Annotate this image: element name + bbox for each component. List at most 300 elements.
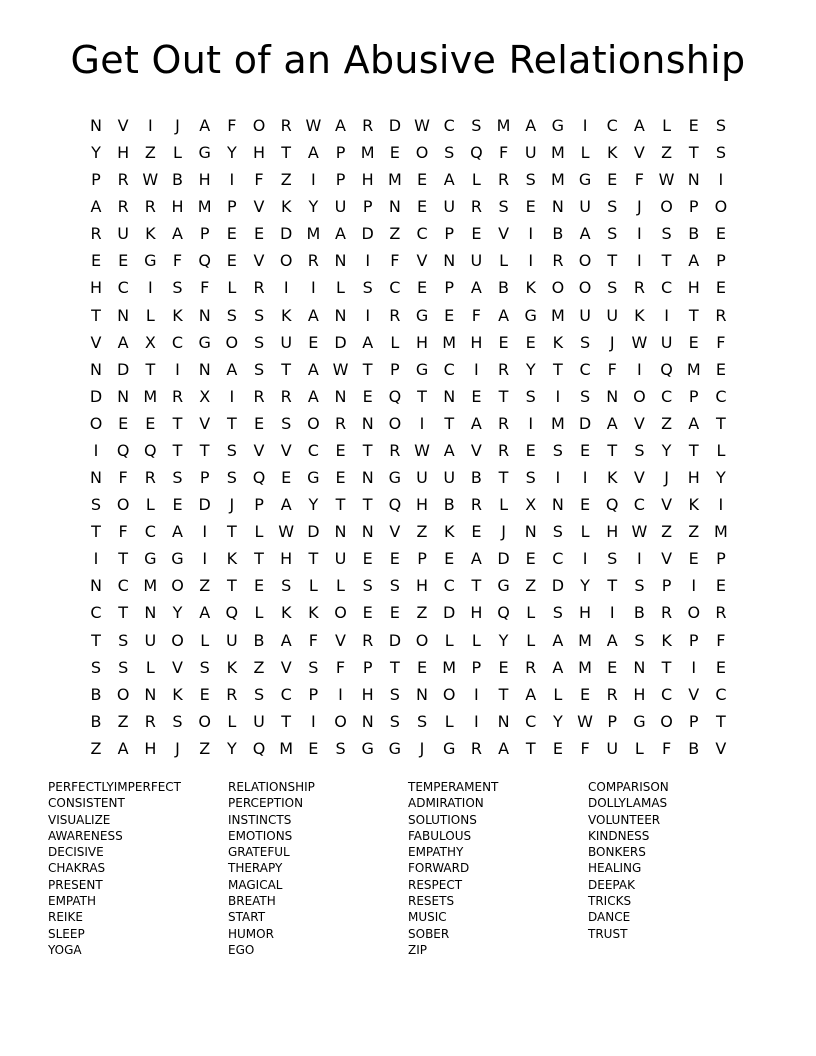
grid-letter: I [175,359,180,379]
grid-letter: L [553,684,563,704]
grid-letter: I [528,251,534,271]
grid-letter: F [172,251,183,271]
word-list-item: EGO [228,942,255,957]
grid-letter: E [118,413,129,433]
grid-letter: E [498,332,509,352]
grid-letter: S [389,576,400,596]
grid-letter: E [552,738,563,758]
grid-letter: F [335,657,346,677]
grid-letter: L [716,440,726,460]
grid-letter: N [198,305,211,325]
grid-letter: V [633,413,645,433]
grid-letter: M [279,738,294,758]
grid-letter: E [471,522,482,542]
grid-letter: Y [91,143,101,163]
grid-letter: T [417,386,427,406]
grid-letter: L [499,495,508,515]
grid-letter: C [389,278,401,298]
grid-letter: Q [252,738,266,758]
grid-letter: E [715,359,726,379]
grid-letter: R [661,603,673,623]
grid-letter: K [145,224,156,244]
grid-letter: M [578,630,592,650]
grid-letter: M [442,657,457,677]
grid-letter: S [308,657,319,677]
grid-letter: C [525,711,537,731]
grid-letter: N [90,116,102,135]
grid-letter: E [362,549,373,569]
grid-letter: R [715,305,727,325]
grid-letter: N [144,684,157,704]
grid-letter: M [714,522,728,542]
grid-letter: Z [661,522,673,542]
grid-letter: I [528,413,534,433]
grid-letter: Z [389,224,401,244]
grid-letter: I [283,278,289,298]
grid-letter: G [198,332,211,352]
grid-letter: E [416,278,428,298]
grid-letter: I [528,224,534,244]
grid-letter: N [551,495,564,515]
grid-letter: C [552,549,564,569]
grid-letter: G [443,738,456,758]
grid-letter: A [307,386,319,406]
grid-letter: Z [117,711,129,731]
grid-letter: E [90,251,102,271]
grid-letter: O [388,413,402,433]
grid-letter: I [637,359,642,379]
grid-letter: S [525,468,536,488]
grid-letter: B [498,278,510,298]
grid-letter: T [716,711,726,731]
grid-letter: E [607,657,618,677]
grid-letter: T [389,657,400,677]
grid-letter: R [389,305,401,325]
grid-letter: Z [280,170,292,190]
grid-letter: L [336,576,345,596]
grid-letter: C [715,684,727,704]
grid-letter: L [227,278,237,298]
word-list-item: COMPARISON [588,780,669,794]
grid-letter: M [550,413,565,433]
word-list-item: ZIP [408,942,427,957]
grid-letter: N [443,251,456,271]
grid-letter: O [551,278,565,298]
grid-letter: S [172,468,183,488]
grid-letter: E [308,332,319,352]
word-list-item: ADMIRATION [408,796,484,811]
grid-letter: P [362,657,373,677]
grid-letter: E [607,170,618,190]
grid-letter: R [117,170,129,190]
grid-letter: N [334,522,347,542]
grid-letter: S [634,440,645,460]
grid-letter: H [416,576,429,596]
grid-letter: R [525,657,537,677]
grid-letter: P [335,143,346,163]
grid-letter: R [497,413,510,433]
grid-letter: A [443,170,455,190]
grid-letter: V [280,657,292,677]
grid-letter: G [361,738,374,758]
grid-letter: F [580,738,590,758]
grid-letter: I [229,386,235,406]
grid-letter: N [334,305,347,325]
grid-letter: Q [225,603,239,623]
grid-letter: S [172,711,183,731]
grid-letter: A [688,413,700,433]
grid-letter: A [199,603,211,623]
grid-letter: R [552,251,564,271]
grid-letter: E [226,224,237,244]
grid-letter: T [444,413,455,433]
grid-letter: G [415,305,429,325]
grid-letter: R [497,359,510,379]
grid-letter: S [118,630,129,650]
grid-letter: T [498,468,509,488]
grid-letter: Q [388,495,402,515]
grid-letter: A [335,224,346,244]
grid-letter: H [253,143,266,163]
grid-letter: M [550,305,565,325]
grid-letter: O [687,603,701,623]
grid-letter: E [525,549,536,569]
grid-letter: A [525,684,537,704]
grid-letter: M [143,576,158,596]
grid-letter: I [637,549,642,569]
grid-letter: P [254,495,264,515]
grid-letter: S [90,495,102,515]
grid-letter: E [335,440,346,460]
grid-letter: V [715,738,727,758]
grid-letter: V [661,495,673,515]
grid-letter: R [715,603,727,623]
grid-letter: C [660,386,673,406]
grid-letter: L [444,711,454,731]
grid-letter: N [90,468,102,488]
word-list-item: START [228,910,266,925]
word-list-item: DECISIVE [48,845,104,860]
grid-letter: N [90,576,102,596]
grid-letter: V [335,630,346,650]
grid-letter: S [715,143,726,163]
grid-letter: R [144,197,156,217]
grid-letter: N [144,603,157,623]
grid-letter: S [607,549,618,569]
grid-letter: V [633,468,645,488]
grid-letter: A [307,305,319,325]
grid-letter: F [716,332,726,352]
grid-letter: O [225,332,239,352]
grid-letter: A [498,738,510,758]
grid-letter: R [90,224,102,244]
grid-letter: O [171,576,184,596]
grid-letter: S [471,116,482,135]
grid-letter: E [471,224,482,244]
grid-letter: M [197,197,212,217]
grid-letter: L [471,170,481,190]
grid-letter: J [501,522,506,542]
grid-letter: X [525,495,537,515]
grid-letter: Z [90,738,102,758]
grid-letter: R [117,197,129,217]
grid-letter: B [90,684,102,704]
grid-letter: B [470,468,482,488]
grid-letter: L [634,738,644,758]
grid-letter: E [416,170,428,190]
grid-letter: W [414,440,430,460]
grid-letter: H [117,143,130,163]
grid-letter: S [579,386,591,406]
grid-letter: Q [470,143,483,163]
grid-letter: E [145,413,156,433]
grid-letter: G [388,738,402,758]
grid-letter: P [390,359,400,379]
grid-letter: K [172,305,183,325]
grid-letter: S [281,413,292,433]
grid-letter: S [253,332,265,352]
grid-letter: R [497,440,510,460]
grid-letter: N [524,522,537,542]
grid-letter: T [91,522,101,542]
word-list-item: RELATIONSHIP [228,780,315,794]
grid-letter: R [470,495,482,515]
grid-letter: L [390,332,400,352]
grid-letter: Y [525,359,536,379]
grid-letter: T [226,413,237,433]
grid-letter: C [307,440,319,460]
grid-letter: V [199,413,211,433]
grid-letter: H [579,603,592,623]
grid-letter: R [389,440,401,460]
grid-letter: E [498,657,509,677]
grid-letter: I [474,711,479,731]
grid-letter: I [365,251,371,271]
grid-letter: J [609,332,615,352]
grid-letter: F [634,170,644,190]
grid-letter: M [442,332,457,352]
grid-letter: I [555,468,561,488]
grid-letter: N [633,657,646,677]
grid-letter: N [606,386,619,406]
grid-letter: K [280,305,292,325]
grid-letter: A [335,116,346,135]
grid-letter: G [144,549,157,569]
grid-letter: V [470,440,482,460]
grid-letter: T [607,440,618,460]
grid-letter: T [91,630,101,650]
grid-letter: V [90,332,102,352]
grid-letter: Q [144,440,157,460]
grid-letter: D [578,413,592,433]
word-list-item: SOLUTIONS [408,812,477,827]
grid-letter: H [361,170,374,190]
grid-letter: O [89,413,103,433]
grid-letter: I [637,224,642,244]
grid-letter: O [415,143,429,163]
grid-letter: I [609,603,615,623]
word-list-item: EMOTIONS [228,828,293,843]
grid-letter: U [280,332,293,352]
grid-letter: N [687,170,700,190]
grid-letter: E [688,116,699,135]
grid-letter: B [633,603,645,623]
grid-letter: O [116,684,130,704]
word-list-column [48,779,181,958]
grid-letter: E [253,224,265,244]
grid-letter: P [444,224,455,244]
grid-letter: S [389,711,400,731]
grid-letter: I [582,549,588,569]
grid-letter: Q [660,359,673,379]
grid-letter: T [118,549,129,569]
grid-letter: T [118,603,129,623]
grid-letter: U [579,197,591,217]
grid-letter: F [471,305,481,325]
grid-letter: A [633,116,645,135]
grid-letter: I [582,116,588,135]
grid-letter: N [361,468,374,488]
grid-letter: F [716,630,726,650]
grid-letter: M [143,386,158,406]
grid-letter: Q [605,495,619,515]
grid-letter: A [117,738,129,758]
grid-letter: O [633,386,646,406]
grid-letter: H [144,738,157,758]
grid-letter: N [198,359,211,379]
grid-letter: I [691,657,697,677]
grid-letter: D [334,332,347,352]
grid-letter: P [417,549,427,569]
grid-letter: R [334,413,347,433]
grid-letter: Z [688,522,700,542]
grid-letter: T [226,522,237,542]
grid-letter: P [227,197,237,217]
word-list-item: THERAPY [228,861,283,876]
grid-letter: Z [144,143,156,163]
grid-letter: K [606,143,618,163]
grid-letter: E [389,549,400,569]
grid-letter: D [497,549,510,569]
grid-letter: P [688,630,699,650]
grid-letter: A [470,413,482,433]
grid-letter: L [145,495,155,515]
grid-letter: I [338,684,343,704]
grid-letter: S [552,440,563,460]
grid-letter: V [389,522,401,542]
word-list-item: FABULOUS [408,828,472,843]
grid-letter: L [526,603,536,623]
grid-letter: H [416,332,429,352]
grid-letter: T [362,359,373,379]
grid-letter: T [688,305,699,325]
grid-letter: O [334,603,347,623]
grid-letter: M [360,143,375,163]
grid-letter: T [254,549,264,569]
word-list-item: PERFECTLYIMPERFECT [48,780,182,794]
grid-letter: M [686,359,701,379]
grid-letter: Y [552,711,563,731]
grid-letter: N [361,522,374,542]
grid-letter: I [582,468,588,488]
grid-letter: I [93,549,99,569]
grid-letter: U [660,332,673,352]
word-list-item: HEALING [588,861,642,876]
grid-letter: P [199,468,210,488]
grid-letter: O [171,630,184,650]
grid-letter: H [280,549,293,569]
grid-letter: E [715,278,726,298]
word-list-column [228,779,315,958]
grid-letter: K [606,468,618,488]
grid-letter: V [280,440,292,460]
grid-letter: R [606,684,618,704]
grid-letter: Q [252,468,266,488]
grid-letter: Y [226,738,237,758]
grid-letter: V [416,251,428,271]
grid-letter: A [525,116,537,135]
grid-letter: C [579,359,591,379]
grid-letter: T [335,495,346,515]
grid-letter: K [661,630,672,650]
grid-letter: A [199,116,211,135]
grid-letter: P [444,278,455,298]
grid-letter: A [552,657,564,677]
grid-letter: R [253,278,265,298]
grid-letter: I [311,170,316,190]
grid-letter: J [175,738,180,758]
grid-letter: L [662,116,672,135]
grid-letter: P [308,684,319,704]
grid-letter: T [199,440,210,460]
word-list-item: YOGA [48,942,82,957]
grid-letter: S [444,143,455,163]
grid-letter: A [90,197,102,217]
grid-letter: I [664,305,669,325]
grid-letter: U [253,711,265,731]
grid-letter: O [116,495,130,515]
grid-letter: T [226,576,237,596]
grid-letter: M [550,170,565,190]
grid-letter: I [419,413,425,433]
grid-letter: L [308,576,318,596]
grid-letter: L [580,522,590,542]
grid-letter: E [525,440,536,460]
grid-letter: P [716,549,726,569]
grid-letter: G [524,305,537,325]
grid-letter: T [362,495,373,515]
grid-letter: A [470,278,482,298]
grid-letter: Z [661,143,673,163]
grid-letter: E [525,197,536,217]
grid-letter: V [117,116,129,135]
grid-letter: L [580,143,590,163]
grid-letter: M [496,116,511,135]
grid-letter: T [661,251,672,271]
grid-letter: S [552,522,563,542]
grid-letter: A [470,549,482,569]
grid-letter: W [631,522,648,542]
grid-letter: E [715,224,726,244]
grid-letter: L [227,711,237,731]
grid-letter: E [444,549,455,569]
grid-letter: S [607,278,618,298]
grid-letter: E [389,143,400,163]
grid-letter: G [551,116,565,135]
grid-letter: S [416,711,428,731]
grid-letter: S [172,278,183,298]
grid-letter: T [308,549,319,569]
